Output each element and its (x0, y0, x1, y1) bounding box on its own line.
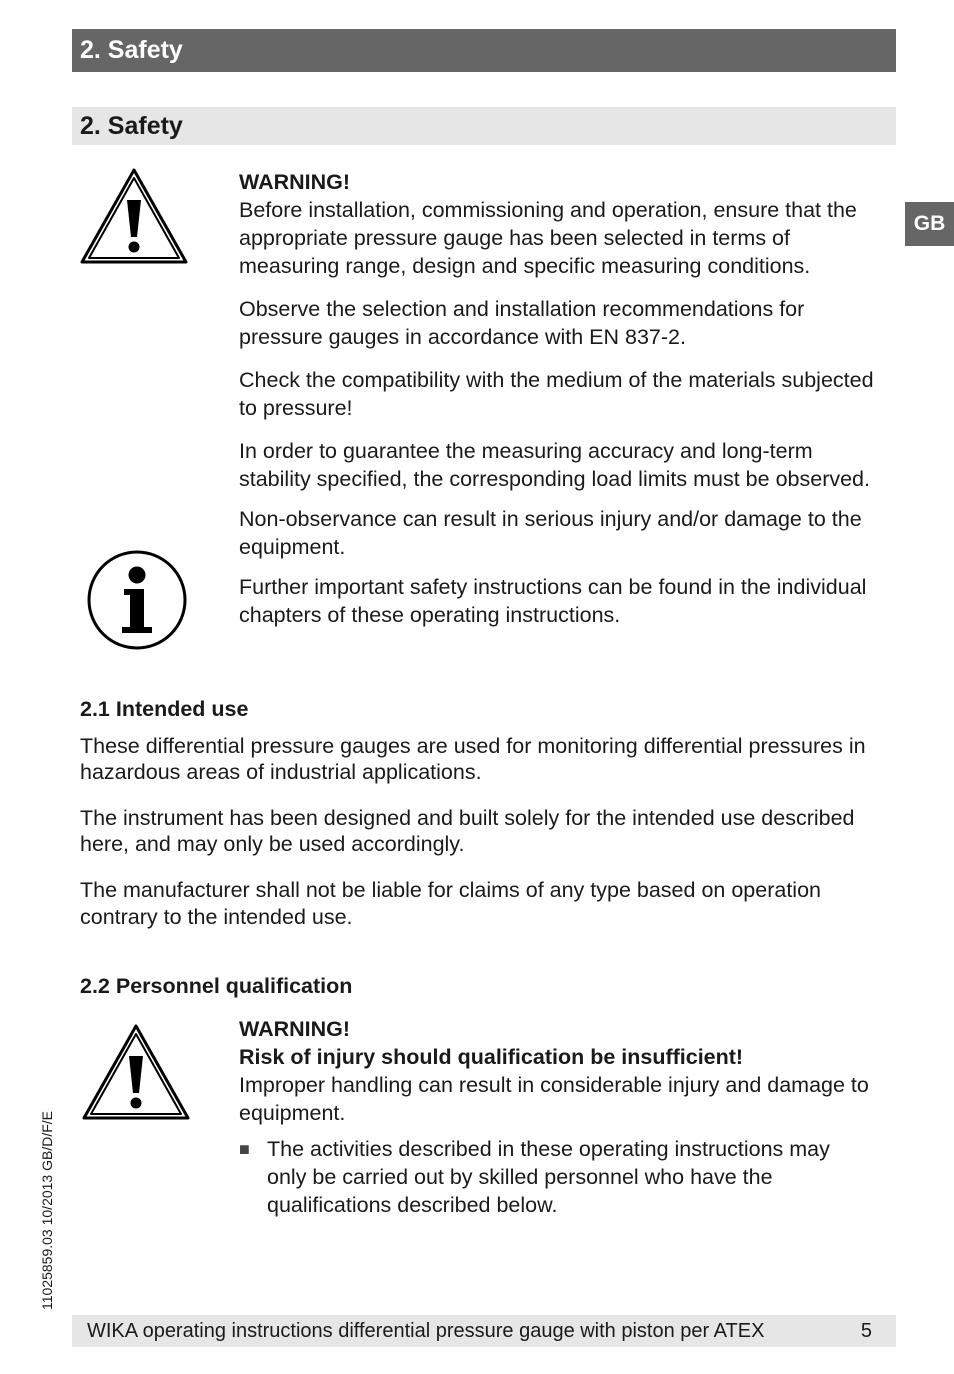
info-circle-icon (86, 549, 188, 651)
warning-title: WARNING! (239, 1017, 351, 1041)
warning-block-2 (239, 1015, 879, 1219)
subsection-heading: 2.2 Personnel qualification (80, 974, 353, 998)
warning-paragraph: Improper handling can result in considerable injury and damage to equipment. (239, 1073, 869, 1125)
page-number: 5 (860, 1320, 872, 1342)
body-paragraph: The instrument has been designed and built solely for the intended use described here, and may only be used accordingly. (80, 806, 855, 856)
warning-paragraph: Observe the selection and installation recommendations for pressure gauges in accordance with EN 837-2. (239, 297, 805, 349)
chapter-title: 2. Safety (80, 36, 183, 64)
footer-text: WIKA operating instructions differential pressure gauge with piston per ATEX (87, 1320, 765, 1342)
document-code: 11025859.03 10/2013 GB/D/F/E (39, 1111, 55, 1310)
warning-paragraph: In order to guarantee the measuring accuracy and long-term stability specified, the corresponding load limits must be observed. (239, 439, 870, 491)
warning-triangle-icon (81, 1023, 191, 1121)
warning-paragraph: Check the compatibility with the medium of the materials subjected to pressure! (239, 368, 874, 420)
warning-paragraph: Non-observance can result in serious injury and/or damage to the equipment. (239, 507, 862, 559)
warning-subtitle: Risk of injury should qualification be insufficient! (239, 1045, 744, 1069)
intended-use-section (80, 695, 896, 931)
chapter-header-bar (72, 29, 896, 72)
footer-bar (72, 1315, 896, 1347)
section-title: 2. Safety (80, 112, 183, 140)
warning-title: WARNING! (239, 170, 351, 194)
personnel-heading-block (80, 972, 896, 1000)
warning-paragraph: Further important safety instructions can be found in the individual chapters of these operating instructions. (239, 575, 867, 627)
list-item (239, 1135, 879, 1219)
warning-block-1 (239, 168, 879, 629)
list-item-text: The activities described in these operating instructions may only be carried out by skilled personnel who have the qualifications described below. (267, 1137, 830, 1217)
square-bullet-icon: ■ (239, 1139, 250, 1159)
warning-paragraph: Before installation, commissioning and operation, ensure that the appropriate pressure gauge has been selected in terms of measuring range, design and specific measuring conditions. (239, 198, 857, 278)
warning-triangle-icon (79, 167, 189, 265)
section-title-bar (72, 107, 896, 145)
language-tab: GB (905, 202, 954, 246)
body-paragraph: These differential pressure gauges are used for monitoring differential pressures in hazardous areas of industrial applications. (80, 734, 866, 784)
subsection-heading: 2.1 Intended use (80, 697, 249, 721)
body-paragraph: The manufacturer shall not be liable for claims of any type based on operation contrary to the intended use. (80, 878, 821, 929)
